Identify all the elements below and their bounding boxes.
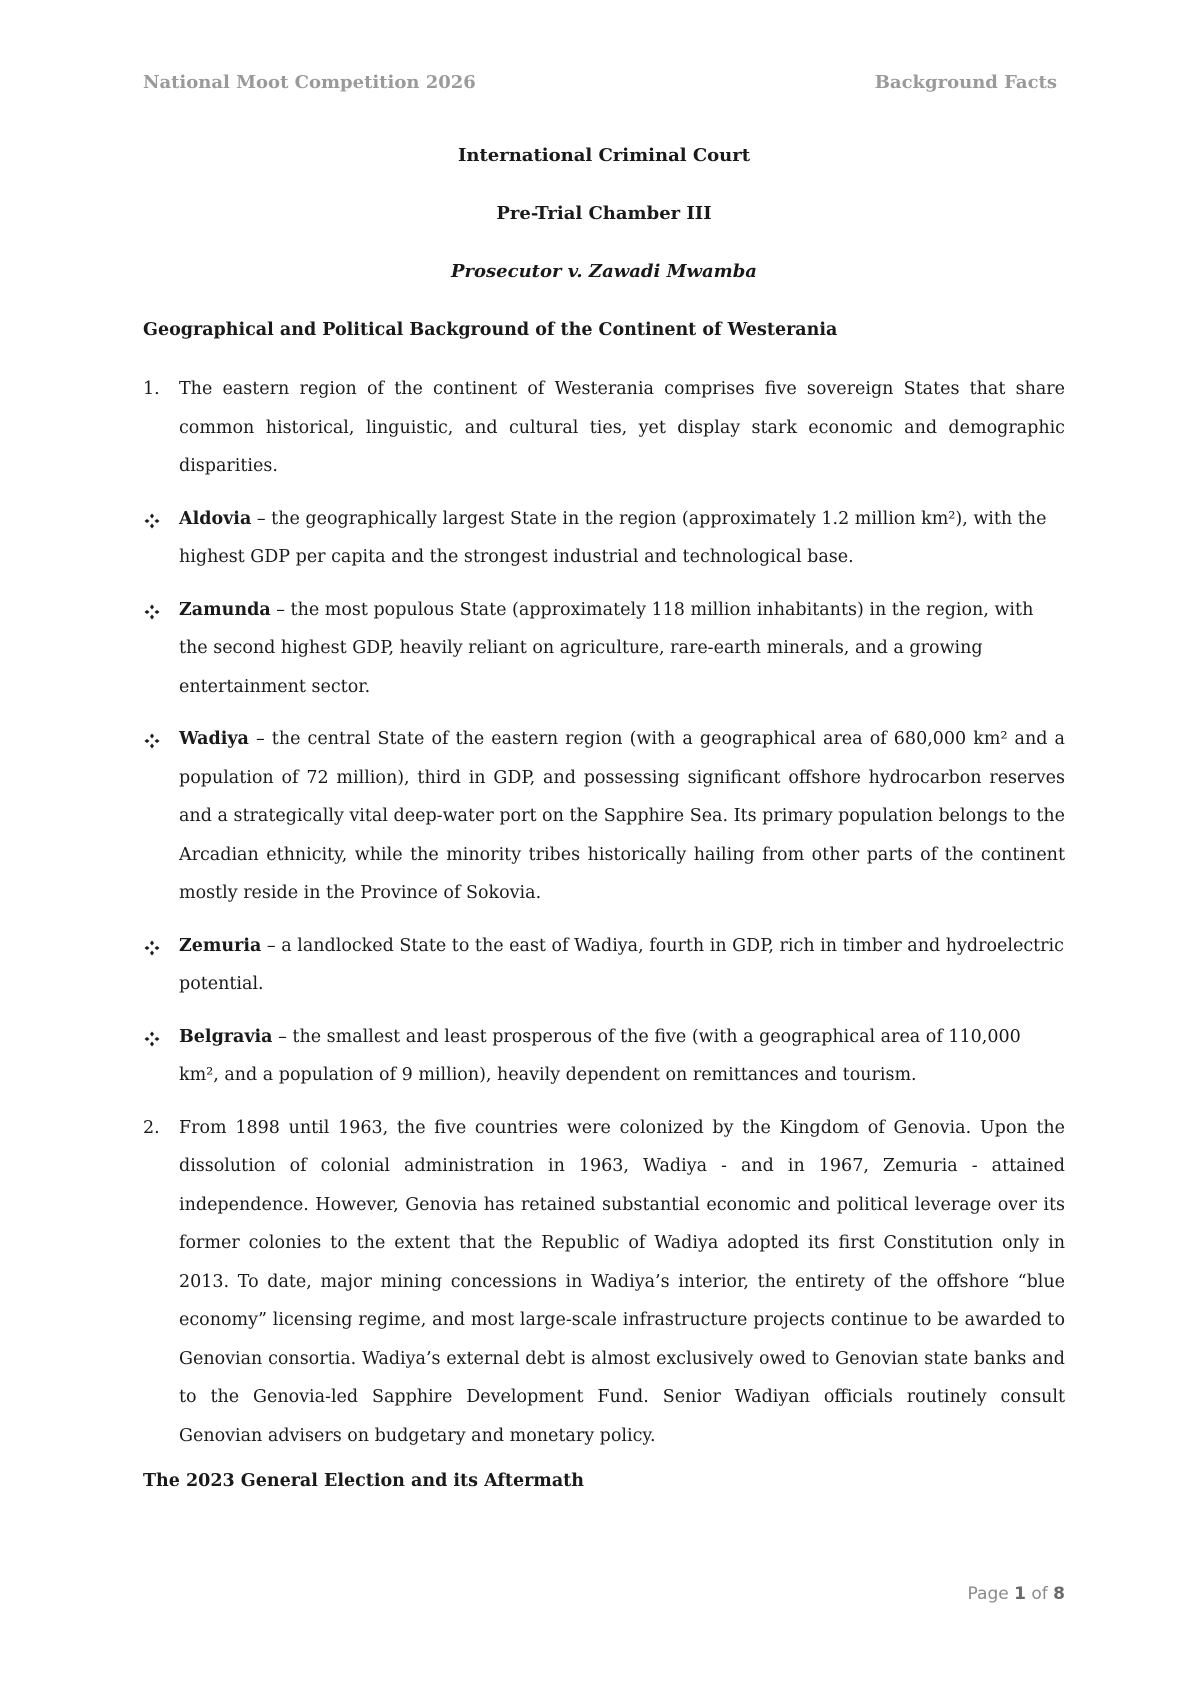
numbered-paragraph-1 (143, 370, 1065, 486)
section-heading-geography: Geographical and Political Background of the Continent of Westerania (143, 320, 838, 340)
state-description: – a landlocked State to the east of Wadiya, fourth in GDP, rich in timber and hydroelectric potential. (179, 935, 1064, 994)
document-body (143, 144, 1065, 1493)
state-name: Aldovia (179, 508, 252, 529)
paragraph-text: From 1898 until 1963, the five countries were colonized by the Kingdom of Genovia. Upon the dissolution of colonial administration in 1963, Wadiya - and in 1967, Zemuria - attained independence. However, Genovia has retained substantial economic and political leverage over its former colonies to the extent that the Republic of Wadiya adopted its first Constitution only in 2013. To date, major mining concessions in Wadiya’s interior, the entirety of the offshore “blue economy” licensing regime, and most large-scale infrastructure projects continue to be awarded to Genovian consortia. Wadiya’s external debt is almost exclusively owed to Genovian state banks and to the Genovia-led Sapphire Development Fund. Senior Wadiyan officials routinely consult Genovian advisers on budgetary and monetary policy. (179, 1117, 1065, 1446)
state-bullet-aldovia (143, 500, 1065, 577)
header-document-type: Background Facts (874, 72, 1057, 93)
numbered-paragraph-2 (143, 1109, 1065, 1456)
state-name: Belgravia (179, 1026, 273, 1047)
state-bullet-zamunda (143, 591, 1065, 707)
state-bullet-belgravia (143, 1018, 1065, 1095)
current-page: 1 (1014, 1584, 1026, 1604)
state-name: Zamunda (179, 599, 271, 620)
court-title: International Criminal Court (457, 145, 751, 166)
state-name: Zemuria (179, 935, 262, 956)
section-heading-election: The 2023 General Election and its Aftermath (143, 1471, 584, 1491)
of-word: of (1031, 1584, 1048, 1604)
state-description: – the geographically largest State in the region (approximately 1.2 million km²), with the highest GDP per capita and the strongest industrial and technological base. (179, 508, 1047, 567)
four-diamond-bullet-icon (144, 940, 160, 956)
four-diamond-bullet-icon (144, 733, 160, 749)
state-description: – the most populous State (approximately 118 million inhabitants) in the region, with the second highest GDP, heavily reliant on agriculture, rare-earth minerals, and a growing entertainment sector. (179, 599, 1034, 697)
total-pages: 8 (1053, 1584, 1065, 1604)
page-number (968, 1584, 1065, 1604)
header-competition-title: National Moot Competition 2026 (143, 72, 476, 93)
paragraph-number: 2. (143, 1117, 160, 1138)
page-word: Page (967, 1584, 1009, 1604)
paragraph-number: 1. (143, 379, 160, 399)
case-title: Prosecutor v. Zawadi Mwamba (451, 261, 757, 282)
four-diamond-bullet-icon (144, 604, 160, 620)
chamber-title: Pre-Trial Chamber III (496, 203, 712, 224)
paragraph-text: The eastern region of the continent of Westerania comprises five sovereign States that share common historical, linguistic, and cultural ties, yet display stark economic and demographic disparities. (179, 379, 1065, 476)
state-description: – the smallest and least prosperous of the five (with a geographical area of 110,000 km², and a population of 9 million), heavily dependent on remittances and tourism. (179, 1026, 1021, 1085)
state-bullet-zemuria (143, 927, 1065, 1004)
page-header (143, 72, 1057, 96)
four-diamond-bullet-icon (144, 1031, 160, 1047)
state-bullet-wadiya (143, 720, 1065, 913)
four-diamond-bullet-icon (144, 513, 160, 529)
state-description: – the central State of the eastern region (with a geographical area of 680,000 km² and a population of 72 million), third in GDP, and possessing significant offshore hydrocarbon reserves and a strategically vital deep-water port on the Sapphire Sea. Its primary population belongs to the Arcadian ethnicity, while the minority tribes historically hailing from other parts of the continent mostly reside in the Province of Sokovia. (179, 729, 1065, 903)
state-name: Wadiya (179, 729, 249, 749)
